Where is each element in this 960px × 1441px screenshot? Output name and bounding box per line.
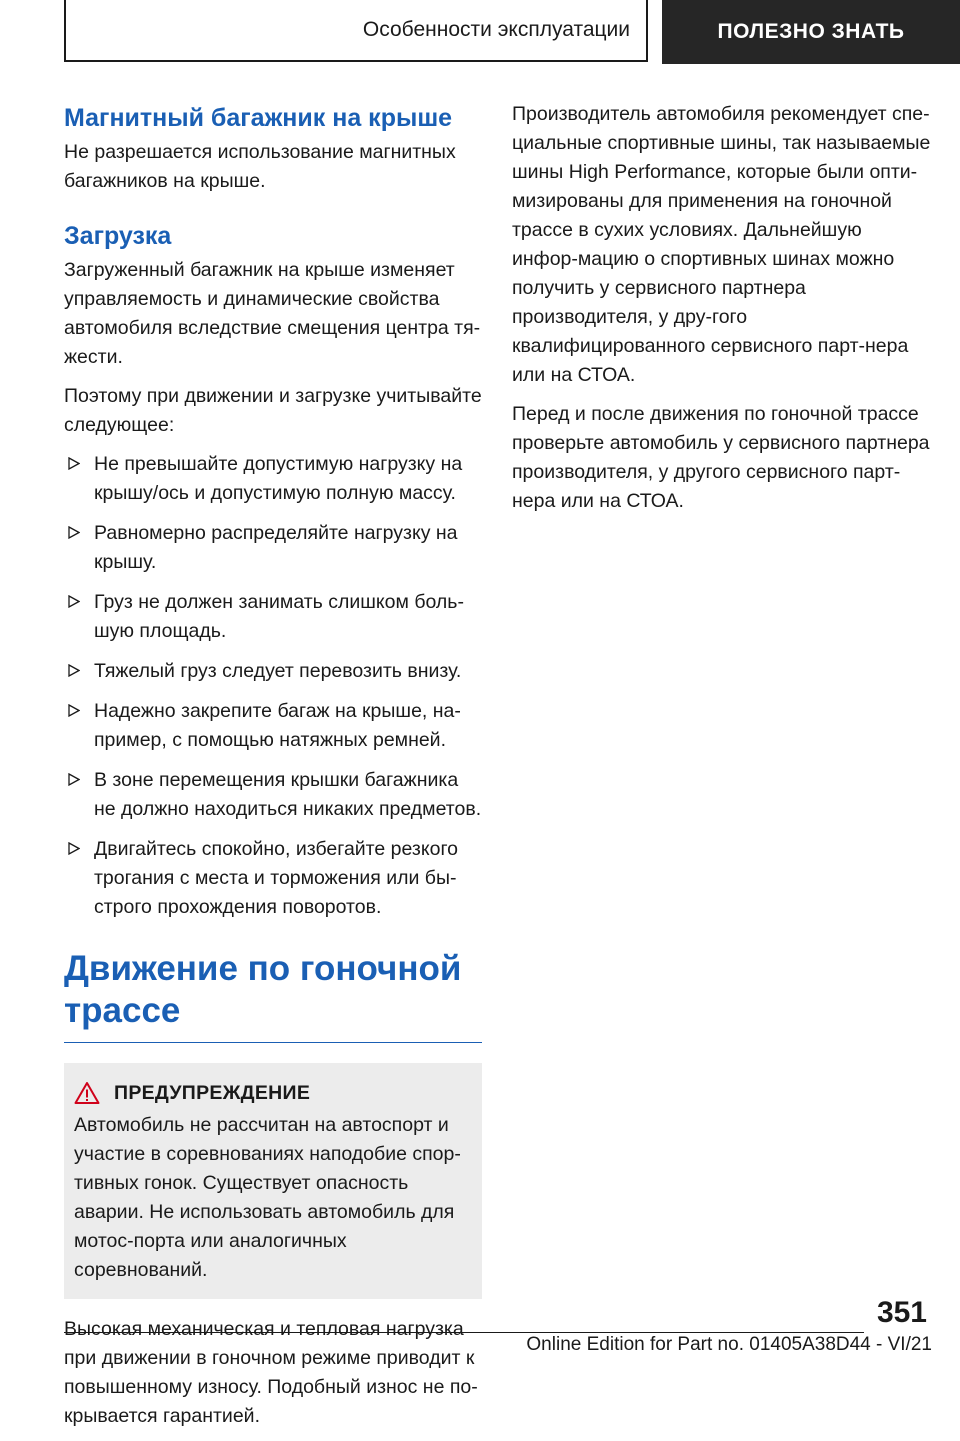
list-item-text: Не превышайте допустимую нагрузку на крышу/ось и допустимую полную массу. [94, 453, 463, 504]
loading-rules-list [64, 450, 482, 922]
paragraph-service-check: Перед и после движения по гоночной трассе проверьте автомобиль у сервисного партнера производителя, у другого сервисного парт-нера или на СТОА. [512, 403, 930, 512]
warning-header [74, 1081, 472, 1105]
triangle-bullet-icon [68, 595, 80, 608]
warning-box [64, 1063, 482, 1299]
chapter-tab: ПОЛЕЗНО ЗНАТЬ [662, 0, 960, 64]
paragraph-race-wear: Высокая механическая и тепловая нагрузка при движении в гоночном режиме приводит к повышенному износу. Подобный износ не по-крывается гарантией. [64, 1318, 478, 1427]
list-item [64, 835, 482, 922]
warning-title: ПРЕДУПРЕЖДЕНИЕ [114, 1081, 311, 1104]
paragraph-magnetic-roof-rack: Не разрешается использование магнитных багажников на крыше. [64, 141, 456, 192]
right-column [512, 100, 932, 526]
list-item-text: Двигайтесь спокойно, избегайте резкого трогания с места и торможения или бы-строго прохождения поворотов. [94, 838, 458, 918]
list-item [64, 657, 482, 686]
warning-text: Автомобиль не рассчитан на автоспорт и участие в соревнованиях наподобие спор-тивных гонок. Существует опасность аварии. Не использовать автомобиль для мотос-порта или аналогичных соревнований. [74, 1114, 461, 1281]
left-column [64, 100, 482, 1441]
list-item [64, 450, 482, 508]
triangle-bullet-icon [68, 773, 80, 786]
list-item-text: Надежно закрепите багаж на крыше, на-пример, с помощью натяжных ремней. [94, 700, 461, 751]
list-item-text: Груз не должен занимать слишком боль-шую площадь. [94, 591, 464, 642]
list-item [64, 697, 482, 755]
triangle-bullet-icon [68, 704, 80, 717]
page-number: 351 [876, 1296, 927, 1329]
heading-loading: Загрузка [64, 222, 172, 250]
footer-edition: Online Edition for Part no. 01405A38D44 - VI/21 [526, 1334, 932, 1355]
page-header [0, 0, 960, 64]
list-item-text: Тяжелый груз следует перевозить внизу. [94, 660, 462, 682]
heading-race-track: Движение по гоночной трассе [64, 948, 482, 1043]
list-item [64, 519, 482, 577]
triangle-bullet-icon [68, 457, 80, 470]
list-item [64, 766, 482, 824]
paragraph-sport-tires: Производитель автомобиля рекомендует спе-циальные спортивные шины, так называемые шины High Performance, которые были опти-мизированы для применения на гоночной трассе в сухих условиях. Дальнейшую инфор-мацию о спортивных шинах можно получить у сервисного партнера производителя, у дру-гого квалифицированного сервисного парт-нера или на СТОА. [512, 103, 931, 386]
triangle-bullet-icon [68, 664, 80, 677]
section-title: Особенности эксплуатации [64, 0, 648, 62]
warning-triangle-icon [74, 1081, 100, 1105]
list-item [64, 588, 482, 646]
paragraph-loading-1: Загруженный багажник на крыше изменяет управляемость и динамические свойства автомобиля вследствие смещения центра тя-жести. [64, 259, 481, 368]
list-item-text: В зоне перемещения крышки багажника не должно находиться никаких предметов. [94, 769, 482, 820]
list-item-text: Равномерно распределяйте нагрузку на крышу. [94, 522, 458, 573]
paragraph-loading-2: Поэтому при движении и загрузке учитывайте следующее: [64, 385, 482, 436]
triangle-bullet-icon [68, 526, 80, 539]
triangle-bullet-icon [68, 842, 80, 855]
heading-magnetic-roof-rack: Магнитный багажник на крыше [64, 104, 453, 132]
